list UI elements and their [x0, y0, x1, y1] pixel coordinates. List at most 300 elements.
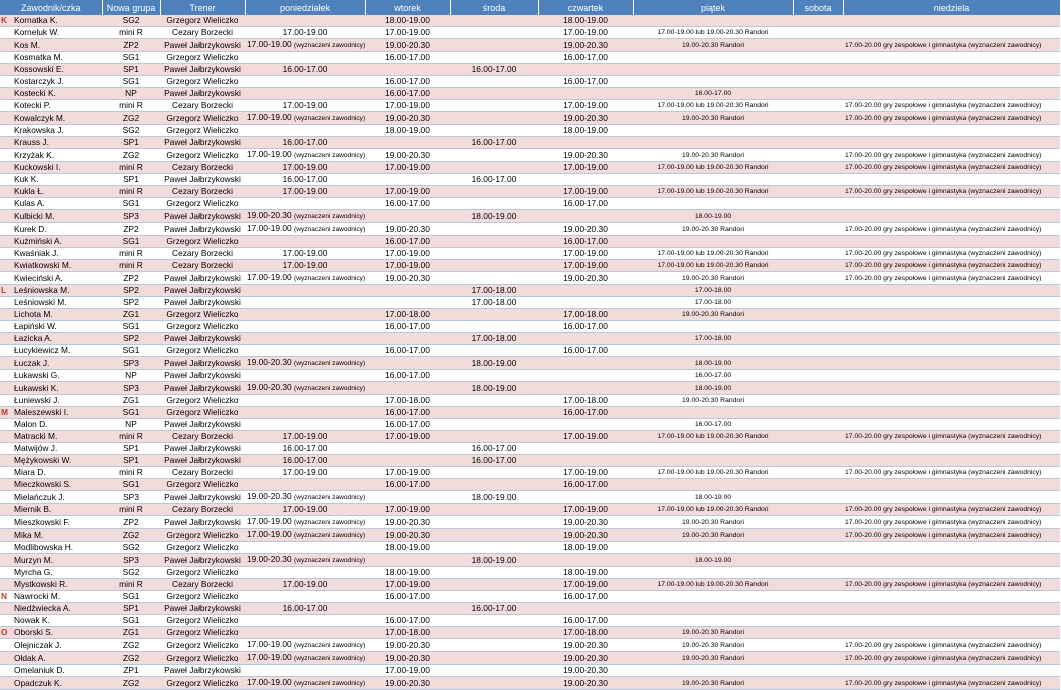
- wednesday-cell: [450, 236, 538, 248]
- friday-cell: 17.00-19.00 lub 19.00-20.30 Randori: [633, 248, 793, 260]
- table-row: [0, 149, 1060, 162]
- sunday-cell: [843, 603, 1060, 615]
- table-row: [0, 210, 1060, 223]
- trainer-cell: Paweł Jałbrzykowski: [160, 297, 245, 309]
- saturday-cell: [793, 210, 843, 223]
- sunday-cell: [843, 64, 1060, 76]
- monday-cell: 17.00-19.00 (wyznaczeni zawodnicy): [245, 529, 365, 542]
- thursday-cell: [538, 443, 633, 455]
- sunday-cell: [843, 210, 1060, 223]
- tuesday-cell: [365, 174, 450, 186]
- friday-cell: 19.00-20.30 Randori: [633, 309, 793, 321]
- sunday-cell: 17.00-20.00 gry zespołowe i gimnastyka (wyznaczeni zawodnicy): [843, 248, 1060, 260]
- tuesday-cell: 17.00-19.00: [365, 186, 450, 198]
- sunday-cell: [843, 345, 1060, 357]
- group-cell: SP1: [102, 455, 160, 467]
- table-row: [0, 542, 1060, 554]
- sunday-cell: [843, 491, 1060, 504]
- monday-cell: [245, 419, 365, 431]
- thursday-cell: [538, 419, 633, 431]
- index-letter: [0, 639, 12, 652]
- saturday-cell: [793, 198, 843, 210]
- thursday-cell: 17.00-18.00: [538, 395, 633, 407]
- friday-cell: 19.00-20.30 Randori: [633, 272, 793, 285]
- trainer-cell: Grzegorz Wieliczko: [160, 198, 245, 210]
- tuesday-cell: [365, 382, 450, 395]
- group-cell: NP: [102, 419, 160, 431]
- trainer-cell: Grzegorz Wieliczko: [160, 591, 245, 603]
- tuesday-cell: [365, 210, 450, 223]
- table-row: [0, 665, 1060, 677]
- trainer-cell: Grzegorz Wieliczko: [160, 52, 245, 64]
- athlete-name: Olejniczak J.: [12, 639, 102, 652]
- group-cell: SP1: [102, 174, 160, 186]
- athlete-name: Kulas A.: [12, 198, 102, 210]
- sunday-cell: [843, 309, 1060, 321]
- friday-cell: [633, 64, 793, 76]
- tuesday-cell: 17.00-19.00: [365, 248, 450, 260]
- athlete-name: Korneluk W.: [12, 27, 102, 39]
- saturday-cell: [793, 27, 843, 39]
- wednesday-cell: [450, 579, 538, 591]
- monday-cell: 17.00-19.00: [245, 162, 365, 174]
- monday-cell: [245, 542, 365, 554]
- index-letter: [0, 529, 12, 542]
- tuesday-cell: 16.00-17.00: [365, 52, 450, 64]
- friday-cell: [633, 603, 793, 615]
- index-letter: [0, 100, 12, 112]
- thursday-cell: 16.00-17.00: [538, 345, 633, 357]
- thursday-cell: [538, 554, 633, 567]
- table-row: [0, 491, 1060, 504]
- friday-cell: [633, 76, 793, 88]
- athlete-name: Omelaniuk D.: [12, 665, 102, 677]
- tuesday-cell: 17.00-18.00: [365, 309, 450, 321]
- tuesday-cell: 19.00-20.30: [365, 639, 450, 652]
- friday-cell: 19.00-20.30 Randori: [633, 39, 793, 52]
- thursday-cell: [538, 603, 633, 615]
- wednesday-cell: [450, 260, 538, 272]
- friday-cell: [633, 615, 793, 627]
- thursday-cell: 17.00-19.00: [538, 467, 633, 479]
- tuesday-cell: 16.00-17.00: [365, 76, 450, 88]
- index-letter: [0, 272, 12, 285]
- sunday-cell: 17.00-20.00 gry zespołowe i gimnastyka (wyznaczeni zawodnicy): [843, 223, 1060, 236]
- group-cell: mini R: [102, 504, 160, 516]
- saturday-cell: [793, 309, 843, 321]
- sunday-cell: 17.00-20.00 gry zespołowe i gimnastyka (wyznaczeni zawodnicy): [843, 504, 1060, 516]
- tuesday-cell: 16.00-17.00: [365, 419, 450, 431]
- saturday-cell: [793, 333, 843, 345]
- monday-cell: 17.00-19.00 (wyznaczeni zawodnicy): [245, 272, 365, 285]
- wednesday-cell: 18.00-19.00: [450, 491, 538, 504]
- friday-cell: [633, 665, 793, 677]
- tuesday-cell: 19.00-20.30: [365, 272, 450, 285]
- athlete-name: Kotecki P.: [12, 100, 102, 112]
- wednesday-cell: [450, 248, 538, 260]
- monday-cell: 19.00-20.30 (wyznaczeni zawodnicy): [245, 210, 365, 223]
- thursday-cell: [538, 64, 633, 76]
- index-letter: [0, 27, 12, 39]
- group-cell: SG1: [102, 198, 160, 210]
- friday-cell: 19.00-20.30 Randori: [633, 149, 793, 162]
- table-row: [0, 137, 1060, 149]
- trainer-cell: Grzegorz Wieliczko: [160, 395, 245, 407]
- athlete-name: Matracki M.: [12, 431, 102, 443]
- group-cell: ZG2: [102, 639, 160, 652]
- header-trainer: Trener: [160, 0, 245, 15]
- thursday-cell: 19.00-20.30: [538, 529, 633, 542]
- thursday-cell: 17.00-19.00: [538, 248, 633, 260]
- table-row: [0, 88, 1060, 100]
- group-cell: mini R: [102, 431, 160, 443]
- trainer-cell: Grzegorz Wieliczko: [160, 236, 245, 248]
- thursday-cell: [538, 382, 633, 395]
- athlete-name: Kwieciński A.: [12, 272, 102, 285]
- athlete-name: Krauss J.: [12, 137, 102, 149]
- thursday-cell: 16.00-17.00: [538, 198, 633, 210]
- header-sunday: niedziela: [843, 0, 1060, 15]
- wednesday-cell: [450, 431, 538, 443]
- tuesday-cell: 19.00-20.30: [365, 112, 450, 125]
- monday-cell: 16.00-17.00: [245, 603, 365, 615]
- designated-note: (wyznaczeni zawodnicy): [294, 642, 366, 649]
- designated-note: (wyznaczeni zawodnicy): [294, 115, 366, 122]
- group-cell: ZG2: [102, 529, 160, 542]
- designated-note: (wyznaczeni zawodnicy): [294, 557, 366, 564]
- saturday-cell: [793, 504, 843, 516]
- trainer-cell: Paweł Jałbrzykowski: [160, 603, 245, 615]
- designated-note: (wyznaczeni zawodnicy): [294, 519, 366, 526]
- saturday-cell: [793, 137, 843, 149]
- designated-note: (wyznaczeni zawodnicy): [294, 385, 366, 392]
- group-cell: ZG1: [102, 395, 160, 407]
- monday-cell: 17.00-19.00 (wyznaczeni zawodnicy): [245, 112, 365, 125]
- friday-cell: 19.00-20.30 Randori: [633, 627, 793, 639]
- group-cell: SG1: [102, 52, 160, 64]
- friday-cell: 18.00-19.00: [633, 210, 793, 223]
- wednesday-cell: [450, 504, 538, 516]
- trainer-cell: Grzegorz Wieliczko: [160, 15, 245, 27]
- wednesday-cell: [450, 76, 538, 88]
- trainer-cell: Grzegorz Wieliczko: [160, 542, 245, 554]
- athlete-name: Kuźmiński A.: [12, 236, 102, 248]
- group-cell: SG1: [102, 591, 160, 603]
- saturday-cell: [793, 186, 843, 198]
- friday-cell: 17.00-19.00 lub 19.00-20.30 Randori: [633, 467, 793, 479]
- friday-cell: [633, 15, 793, 27]
- group-cell: ZP2: [102, 272, 160, 285]
- group-cell: SP3: [102, 491, 160, 504]
- sunday-cell: 17.00-20.00 gry zespołowe i gimnastyka (wyznaczeni zawodnicy): [843, 431, 1060, 443]
- wednesday-cell: [450, 542, 538, 554]
- tuesday-cell: 18.00-19.00: [365, 15, 450, 27]
- table-row: [0, 27, 1060, 39]
- thursday-cell: 17.00-19.00: [538, 100, 633, 112]
- sunday-cell: [843, 76, 1060, 88]
- tuesday-cell: 17.00-18.00: [365, 395, 450, 407]
- friday-cell: 17.00-19.00 lub 19.00-20.30 Randori: [633, 100, 793, 112]
- monday-cell: [245, 198, 365, 210]
- saturday-cell: [793, 100, 843, 112]
- saturday-cell: [793, 591, 843, 603]
- friday-cell: [633, 407, 793, 419]
- table-row: [0, 455, 1060, 467]
- sunday-cell: [843, 407, 1060, 419]
- thursday-cell: [538, 333, 633, 345]
- saturday-cell: [793, 516, 843, 529]
- group-cell: SG1: [102, 479, 160, 491]
- thursday-cell: 19.00-20.30: [538, 677, 633, 690]
- athlete-name: Leśniowska M.: [12, 285, 102, 297]
- trainer-cell: Paweł Jałbrzykowski: [160, 382, 245, 395]
- athlete-name: Matwijów J.: [12, 443, 102, 455]
- wednesday-cell: [450, 321, 538, 333]
- athlete-name: Niedźwiecka A.: [12, 603, 102, 615]
- friday-cell: [633, 137, 793, 149]
- thursday-cell: 18.00-19.00: [538, 15, 633, 27]
- table-row: [0, 321, 1060, 333]
- table-row: [0, 100, 1060, 112]
- thursday-cell: 18.00-19.00: [538, 125, 633, 137]
- tuesday-cell: 19.00-20.30: [365, 39, 450, 52]
- athlete-name: Kostarczyk J.: [12, 76, 102, 88]
- wednesday-cell: 17.00-18.00: [450, 297, 538, 309]
- saturday-cell: [793, 639, 843, 652]
- header-thursday: czwartek: [538, 0, 633, 15]
- table-row: [0, 677, 1060, 690]
- trainer-cell: Grzegorz Wieliczko: [160, 112, 245, 125]
- saturday-cell: [793, 345, 843, 357]
- tuesday-cell: 19.00-20.30: [365, 529, 450, 542]
- table-row: [0, 431, 1060, 443]
- thursday-cell: 19.00-20.30: [538, 223, 633, 236]
- group-cell: SG2: [102, 542, 160, 554]
- index-letter: [0, 479, 12, 491]
- athlete-name: Murzyn M.: [12, 554, 102, 567]
- monday-cell: [245, 615, 365, 627]
- wednesday-cell: 16.00-17.00: [450, 603, 538, 615]
- saturday-cell: [793, 370, 843, 382]
- index-letter: [0, 579, 12, 591]
- thursday-cell: 19.00-20.30: [538, 272, 633, 285]
- trainer-cell: Paweł Jałbrzykowski: [160, 137, 245, 149]
- trainer-cell: Paweł Jałbrzykowski: [160, 419, 245, 431]
- saturday-cell: [793, 455, 843, 467]
- athlete-name: Kuk K.: [12, 174, 102, 186]
- group-cell: SG1: [102, 321, 160, 333]
- index-letter: [0, 554, 12, 567]
- thursday-cell: 19.00-20.30: [538, 149, 633, 162]
- tuesday-cell: [365, 603, 450, 615]
- trainer-cell: Grzegorz Wieliczko: [160, 567, 245, 579]
- sunday-cell: 17.00-20.00 gry zespołowe i gimnastyka (wyznaczeni zawodnicy): [843, 112, 1060, 125]
- friday-cell: 17.00-18.00: [633, 333, 793, 345]
- index-letter: [0, 137, 12, 149]
- saturday-cell: [793, 419, 843, 431]
- index-letter: [0, 370, 12, 382]
- athlete-name: Ołdak A.: [12, 652, 102, 665]
- tuesday-cell: 17.00-19.00: [365, 100, 450, 112]
- tuesday-cell: [365, 64, 450, 76]
- saturday-cell: [793, 321, 843, 333]
- trainer-cell: Paweł Jałbrzykowski: [160, 210, 245, 223]
- sunday-cell: [843, 333, 1060, 345]
- table-row: [0, 52, 1060, 64]
- monday-cell: 17.00-19.00 (wyznaczeni zawodnicy): [245, 39, 365, 52]
- thursday-cell: 17.00-18.00: [538, 309, 633, 321]
- monday-cell: 17.00-19.00 (wyznaczeni zawodnicy): [245, 223, 365, 236]
- monday-cell: 17.00-19.00 (wyznaczeni zawodnicy): [245, 149, 365, 162]
- wednesday-cell: [450, 27, 538, 39]
- tuesday-cell: [365, 285, 450, 297]
- index-letter: [0, 76, 12, 88]
- index-letter: [0, 64, 12, 76]
- thursday-cell: 17.00-19.00: [538, 260, 633, 272]
- friday-cell: 17.00-18.00: [633, 285, 793, 297]
- wednesday-cell: [450, 395, 538, 407]
- athlete-name: Łazicka A.: [12, 333, 102, 345]
- tuesday-cell: [365, 455, 450, 467]
- athlete-name: Lichota M.: [12, 309, 102, 321]
- wednesday-cell: 16.00-17.00: [450, 137, 538, 149]
- monday-cell: 17.00-19.00: [245, 248, 365, 260]
- index-letter: [0, 345, 12, 357]
- index-letter: [0, 567, 12, 579]
- thursday-cell: [538, 491, 633, 504]
- index-letter: [0, 357, 12, 370]
- monday-cell: [245, 665, 365, 677]
- wednesday-cell: [450, 665, 538, 677]
- monday-cell: 16.00-17.00: [245, 455, 365, 467]
- sunday-cell: 17.00-20.00 gry zespołowe i gimnastyka (wyznaczeni zawodnicy): [843, 162, 1060, 174]
- saturday-cell: [793, 382, 843, 395]
- table-row: [0, 198, 1060, 210]
- wednesday-cell: [450, 479, 538, 491]
- friday-cell: [633, 125, 793, 137]
- group-cell: ZP2: [102, 223, 160, 236]
- group-cell: SP3: [102, 357, 160, 370]
- monday-cell: 19.00-20.30 (wyznaczeni zawodnicy): [245, 554, 365, 567]
- monday-cell: [245, 345, 365, 357]
- sunday-cell: [843, 615, 1060, 627]
- friday-cell: 17.00-19.00 lub 19.00-20.30 Randori: [633, 162, 793, 174]
- friday-cell: 17.00-19.00 lub 19.00-20.30 Randori: [633, 431, 793, 443]
- monday-cell: [245, 309, 365, 321]
- friday-cell: 17.00-19.00 lub 19.00-20.30 Randori: [633, 186, 793, 198]
- sunday-cell: 17.00-20.00 gry zespołowe i gimnastyka (wyznaczeni zawodnicy): [843, 272, 1060, 285]
- designated-note: (wyznaczeni zawodnicy): [294, 152, 366, 159]
- sunday-cell: 17.00-20.00 gry zespołowe i gimnastyka (wyznaczeni zawodnicy): [843, 186, 1060, 198]
- group-cell: ZG2: [102, 652, 160, 665]
- wednesday-cell: [450, 677, 538, 690]
- tuesday-cell: 17.00-19.00: [365, 27, 450, 39]
- saturday-cell: [793, 407, 843, 419]
- table-row: [0, 516, 1060, 529]
- saturday-cell: [793, 174, 843, 186]
- trainer-cell: Paweł Jałbrzykowski: [160, 554, 245, 567]
- friday-cell: 16.00-17.00: [633, 419, 793, 431]
- index-letter: [0, 39, 12, 52]
- wednesday-cell: 18.00-19.00: [450, 357, 538, 370]
- friday-cell: 18.00-19.00: [633, 491, 793, 504]
- index-letter: [0, 455, 12, 467]
- wednesday-cell: [450, 125, 538, 137]
- friday-cell: 16.00-17.00: [633, 88, 793, 100]
- table-row: [0, 223, 1060, 236]
- index-letter: [0, 443, 12, 455]
- group-cell: ZG2: [102, 149, 160, 162]
- sunday-cell: 17.00-20.00 gry zespołowe i gimnastyka (wyznaczeni zawodnicy): [843, 677, 1060, 690]
- group-cell: ZP2: [102, 39, 160, 52]
- wednesday-cell: [450, 272, 538, 285]
- thursday-cell: [538, 455, 633, 467]
- group-cell: SP3: [102, 554, 160, 567]
- group-cell: SP1: [102, 64, 160, 76]
- saturday-cell: [793, 665, 843, 677]
- athlete-name: Łapiński W.: [12, 321, 102, 333]
- table-row: [0, 529, 1060, 542]
- saturday-cell: [793, 52, 843, 64]
- saturday-cell: [793, 467, 843, 479]
- thursday-cell: 17.00-19.00: [538, 431, 633, 443]
- saturday-cell: [793, 125, 843, 137]
- group-cell: ZP1: [102, 665, 160, 677]
- friday-cell: [633, 345, 793, 357]
- table-body: [0, 15, 1060, 690]
- group-cell: ZG1: [102, 309, 160, 321]
- trainer-cell: Grzegorz Wieliczko: [160, 407, 245, 419]
- index-letter: [0, 88, 12, 100]
- trainer-cell: Cezary Borzecki: [160, 27, 245, 39]
- group-cell: SG2: [102, 125, 160, 137]
- group-cell: SG2: [102, 567, 160, 579]
- trainer-cell: Paweł Jałbrzykowski: [160, 455, 245, 467]
- thursday-cell: [538, 357, 633, 370]
- thursday-cell: 18.00-19.00: [538, 567, 633, 579]
- friday-cell: [633, 236, 793, 248]
- tuesday-cell: 17.00-19.00: [365, 431, 450, 443]
- index-letter: [0, 382, 12, 395]
- trainer-cell: Cezary Borzecki: [160, 260, 245, 272]
- athlete-name: Mieszkowski F.: [12, 516, 102, 529]
- athlete-name: Mika M.: [12, 529, 102, 542]
- sunday-cell: [843, 27, 1060, 39]
- trainer-cell: Paweł Jałbrzykowski: [160, 491, 245, 504]
- saturday-cell: [793, 223, 843, 236]
- group-cell: ZG2: [102, 677, 160, 690]
- trainer-cell: Paweł Jałbrzykowski: [160, 357, 245, 370]
- sunday-cell: [843, 591, 1060, 603]
- monday-cell: 19.00-20.30 (wyznaczeni zawodnicy): [245, 491, 365, 504]
- monday-cell: [245, 591, 365, 603]
- wednesday-cell: [450, 615, 538, 627]
- table-row: [0, 504, 1060, 516]
- monday-cell: [245, 297, 365, 309]
- athlete-name: Oborski S.: [12, 627, 102, 639]
- athlete-name: Miara D.: [12, 467, 102, 479]
- trainer-cell: Cezary Borzecki: [160, 162, 245, 174]
- friday-cell: 17.00-19.00 lub 19.00-20.30 Randori: [633, 27, 793, 39]
- index-letter: N: [0, 591, 12, 603]
- sunday-cell: [843, 395, 1060, 407]
- tuesday-cell: 16.00-17.00: [365, 370, 450, 382]
- saturday-cell: [793, 579, 843, 591]
- table-row: [0, 76, 1060, 88]
- saturday-cell: [793, 431, 843, 443]
- group-cell: ZP2: [102, 516, 160, 529]
- sunday-cell: [843, 285, 1060, 297]
